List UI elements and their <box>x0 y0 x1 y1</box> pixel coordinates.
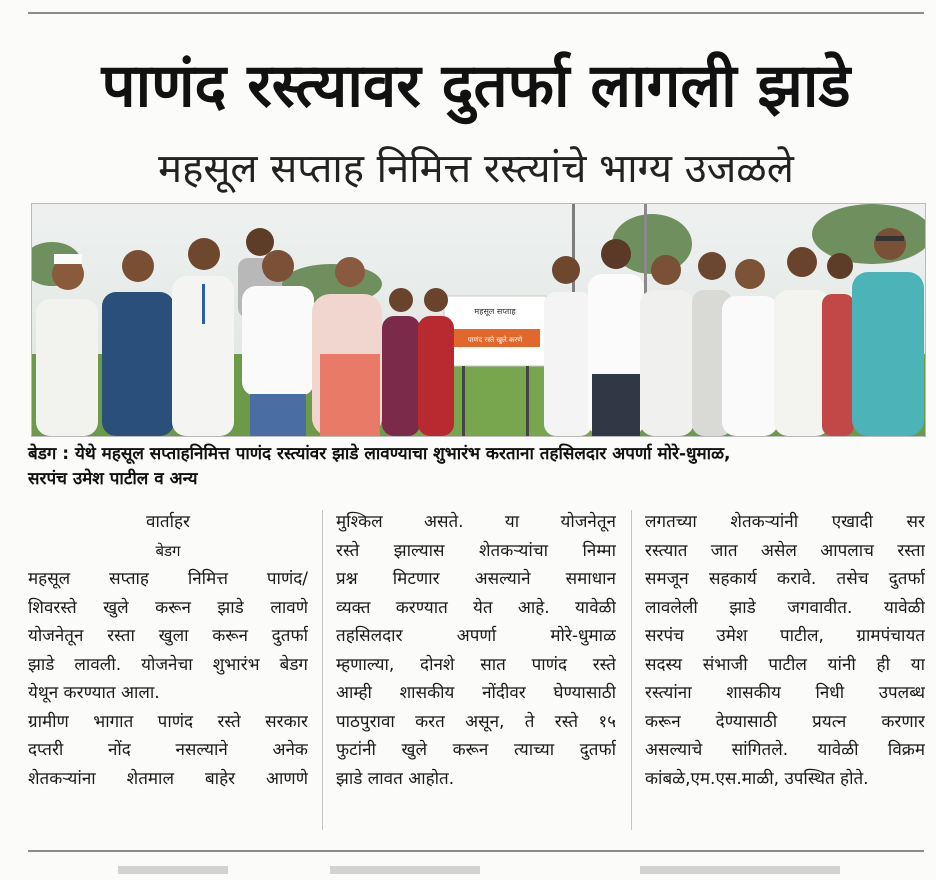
byline-author: वार्ताहर <box>146 512 190 532</box>
column-line: लावलेली झाडे जगवावीत. यावेळी <box>645 597 925 618</box>
column-line: असल्याचे सांगितले. यावेळी विक्रम <box>645 740 925 760</box>
caption-line2: सरपंच उमेश पाटील व अन्य <box>28 469 198 489</box>
column-line: पाठपुरावा करत असून, ते रस्ते १५ <box>336 711 616 732</box>
news-photo <box>31 203 926 437</box>
photo-banner-line2: पाणंद रस्ते खुले करणे <box>467 336 523 344</box>
column-line: प्रश्न मिटणार असल्याने समाधान <box>336 569 616 589</box>
article-column-1 <box>28 508 308 793</box>
column-line: ग्रामीण भागात पाणंद रस्ते सरकार <box>28 711 308 732</box>
next-article-fragment <box>640 866 840 874</box>
bottom-rule <box>28 850 924 852</box>
column-line: म्हणाल्या, दोनशे सात पाणंद रस्ते <box>336 654 616 675</box>
column-divider <box>631 510 632 830</box>
photo-caption <box>28 442 928 492</box>
column-line: मुश्किल असते. या योजनेतून <box>336 512 616 532</box>
column-line: दप्तरी नोंद नसल्याने अनेक <box>28 740 308 760</box>
column-line: झाडे लावत आहोत. <box>336 768 455 789</box>
next-article-fragment <box>118 866 228 874</box>
column-line: योजनेतून रस्ता खुला करून दुतर्फा <box>28 626 308 646</box>
column-line: सरपंच उमेश पाटील, ग्रामपंचायत <box>645 626 925 646</box>
byline-place: बेडग <box>155 541 181 560</box>
article-column-2 <box>336 508 616 793</box>
column-line: शिवरस्ते खुले करून झाडे लावणे <box>28 597 308 618</box>
column-line: लगतच्या शेतकऱ्यांनी एखादी सर <box>645 512 925 532</box>
column-line: फुटांनी खुले करून त्याच्या दुतर्फा <box>336 740 616 760</box>
article-column-3 <box>645 508 925 793</box>
caption-line1: बेडग : येथे महसूल सप्ताहनिमित्त पाणंद रस्त्यांवर झाडे लावण्याचा शुभारंभ करताना तहसिलदार अपर्णा मोरे-धुमाळ, <box>28 444 731 464</box>
next-article-fragment <box>330 866 480 874</box>
column-line: कांबळे,एम.एस.माळी, उपस्थित होते. <box>645 768 869 789</box>
column-line: व्यक्त करण्यात येत आहे. यावेळी <box>336 597 616 618</box>
top-rule <box>28 12 924 14</box>
subheadline: महसूल सप्ताह निमित्त रस्त्यांचे भाग्य उजळले <box>158 146 794 192</box>
column-line: समजून सहकार्य करावे. तसेच दुतर्फा <box>645 569 925 589</box>
column-line: रस्ते झाल्यास शेतकऱ्यांचा निम्मा <box>336 540 616 561</box>
column-line: रस्त्यांना शासकीय निधी उपलब्ध <box>645 683 925 703</box>
column-line: आम्ही शासकीय नोंदीवर घेण्यासाठी <box>336 683 616 703</box>
column-line: तहसिलदार अपर्णा मोरे-धुमाळ <box>336 626 616 646</box>
column-line: करून देण्यासाठी प्रयत्न करणार <box>645 711 925 732</box>
column-line: महसूल सप्ताह निमित्त पाणंद/ <box>28 569 308 589</box>
column-line: रस्त्यात जात असेल आपलाच रस्ता <box>645 540 925 561</box>
column-line: झाडे लावली. योजनेचा शुभारंभ बेडग <box>28 654 308 675</box>
column-line: येथून करण्यात आला. <box>28 683 160 703</box>
column-line: सदस्य संभाजी पाटील यांनी ही या <box>645 654 925 675</box>
column-line: शेतकऱ्यांना शेतमाल बाहेर आणणे <box>28 768 308 789</box>
column-divider <box>322 510 323 830</box>
headline: पाणंद रस्त्यावर दुतर्फा लागली झाडे <box>101 51 851 121</box>
photo-banner-line1: महसूल सप्ताह <box>474 307 516 316</box>
